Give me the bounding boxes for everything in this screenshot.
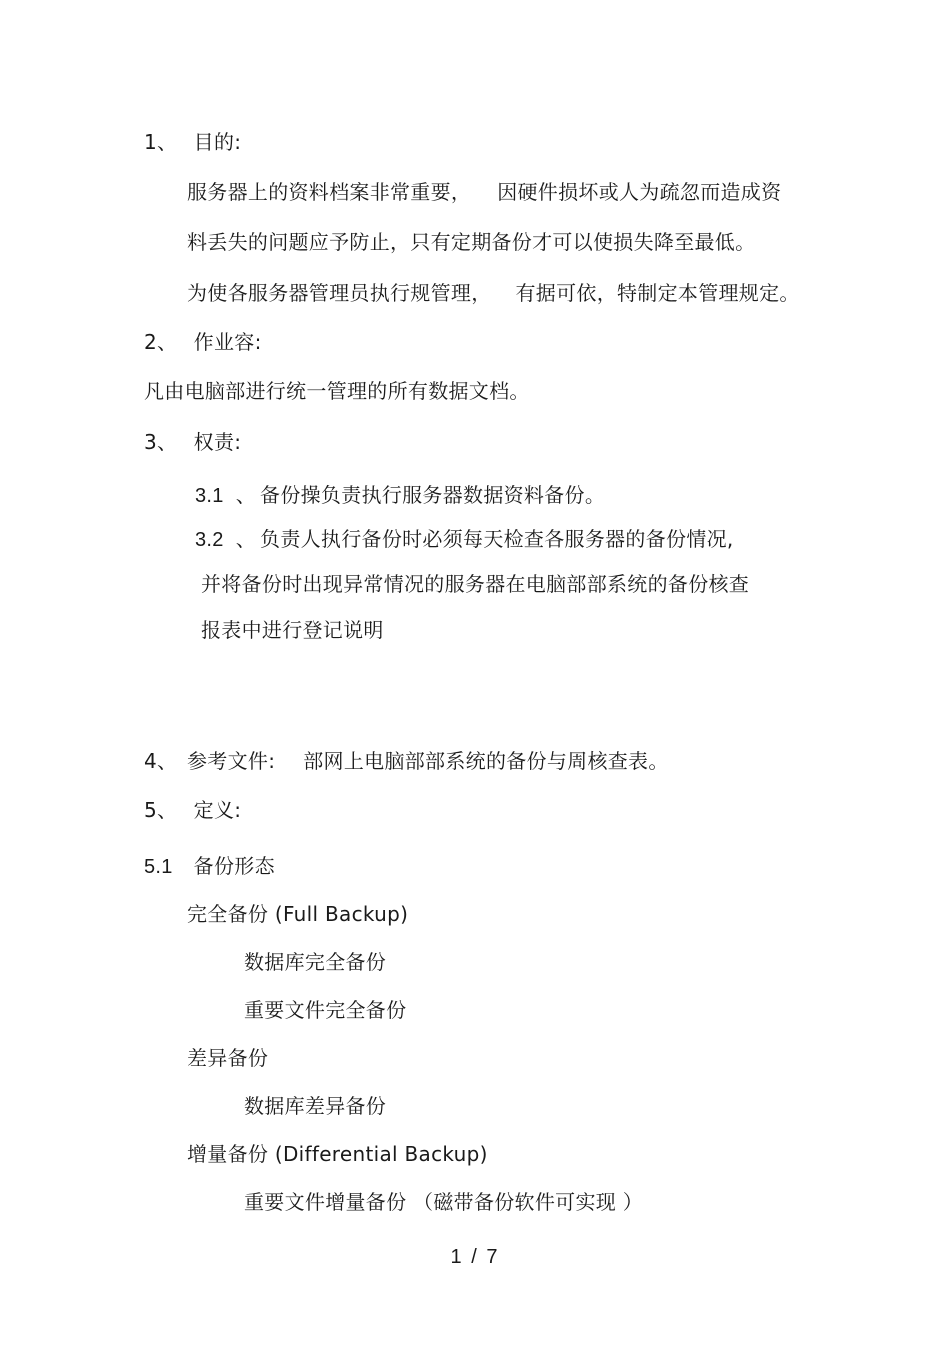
item-separator: 、 [235,527,257,551]
section-5-heading [144,797,241,823]
paragraph-line: 料丢失的问题应予防止，只有定期备份才可以使损失降至最低。 [187,230,756,254]
text-span: 为使各服务器管理员执行规管理， [187,281,492,305]
backup-type-item: 数据库差异备份 [244,1094,387,1118]
section-number: 2、 [144,330,178,354]
reference-text: 部网上电脑部部系统的备份与周核查表。 [303,749,669,773]
item-separator: 、 [235,483,257,507]
backup-type-label: 完全备份 (Full Backup) [187,902,409,926]
item-number: 3.2 [195,529,224,551]
text-span: 服务器上的资料档案非常重要， [187,180,472,204]
section-title: 目的: [193,130,242,154]
item-text: 负责人执行备份时必须每天检查各服务器的备份情况, [260,527,734,551]
section-title: 权责: [193,430,242,454]
section-number: 1、 [144,130,178,154]
backup-type-item: 数据库完全备份 [244,950,387,974]
subsection-number: 5.1 [144,856,173,878]
section-title: 参考文件: [187,749,276,773]
text-span: 有据可依，特制定本管理规定。 [515,281,800,305]
section-4-heading [144,748,669,774]
section-number: 5、 [144,798,178,822]
item-text: 备份操负责执行服务器数据资料备份。 [260,483,606,507]
backup-type-label: 增量备份 (Differential Backup) [187,1142,488,1166]
backup-type-label: 差异备份 [187,1046,269,1070]
section-title: 定义: [193,798,242,822]
section-2-heading [144,329,262,355]
section-number: 3、 [144,430,178,454]
paragraph-line: 并将备份时出现异常情况的服务器在电脑部部系统的备份核查 [201,572,750,596]
section-title: 作业容: [193,330,262,354]
backup-type-item: 重要文件增量备份 （磁带备份软件可实现 ） [244,1190,644,1214]
text-span: 因硬件损坏或人为疏忽而造成资 [497,180,782,204]
list-item [195,482,605,509]
paragraph-line [187,179,781,205]
backup-type-item: 重要文件完全备份 [244,998,407,1022]
list-item [195,526,734,553]
section-3-heading [144,429,241,455]
subsection-title: 备份形态 [193,854,275,878]
paragraph-line: 凡由电脑部进行统一管理的所有数据文档。 [144,379,530,403]
section-number: 4、 [144,749,178,773]
paragraph-line [187,280,800,306]
item-number: 3.1 [195,485,224,507]
section-1-heading [144,129,241,155]
subsection-heading [144,853,275,880]
paragraph-line: 报表中进行登记说明 [201,618,384,642]
page-indicator: 1 / 7 [450,1246,500,1268]
